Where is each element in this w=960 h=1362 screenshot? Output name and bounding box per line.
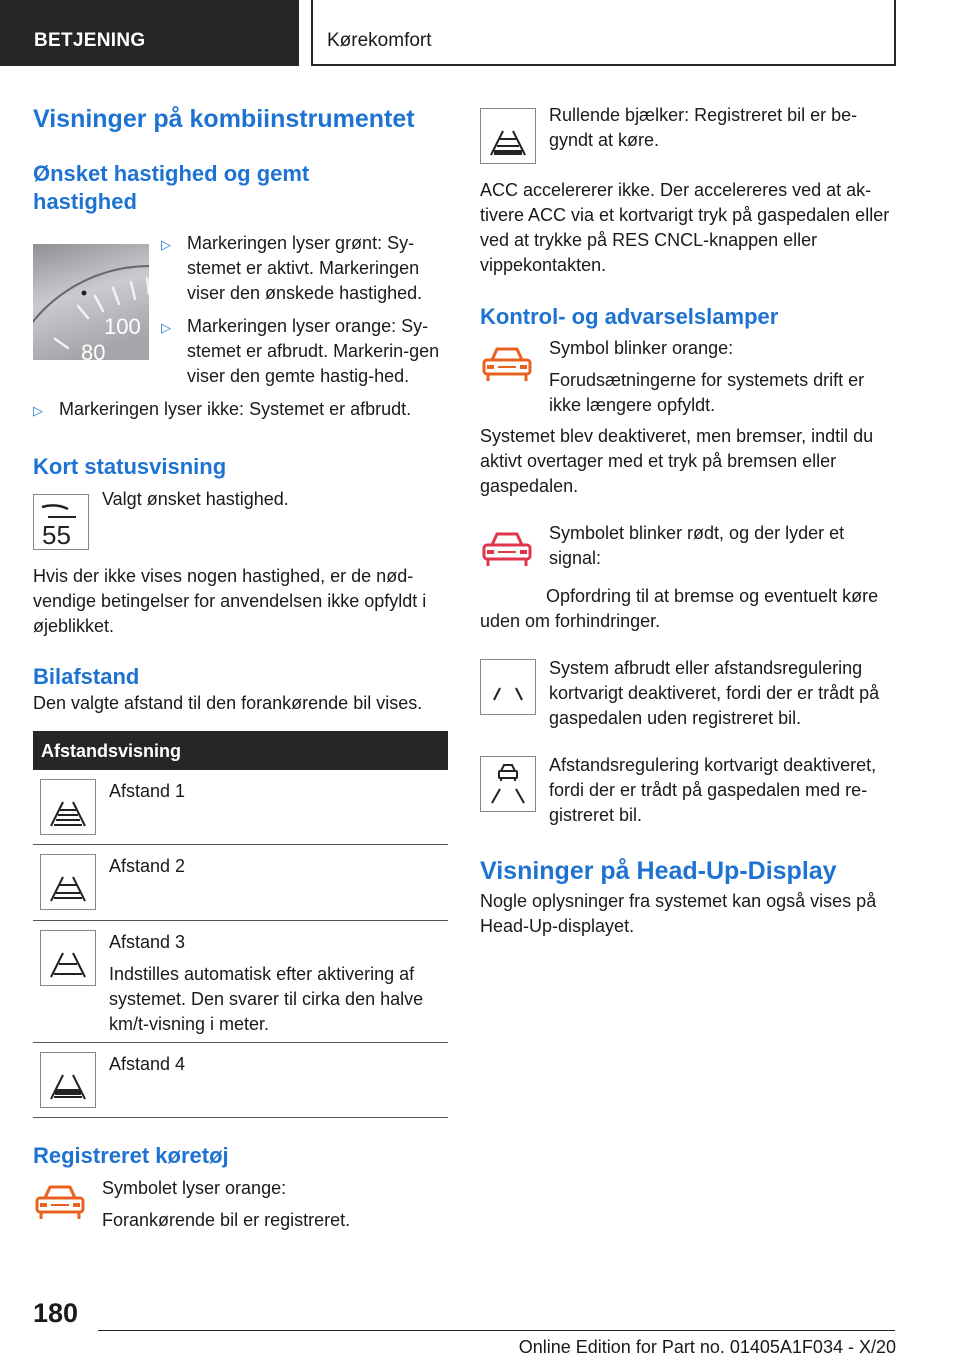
desired-speed-heading: Ønsket hastighed og gemt hastighed	[33, 161, 310, 214]
rolling-bars-icon	[480, 108, 536, 164]
interrupt-car-row	[480, 753, 895, 828]
distance-1-icon	[40, 779, 96, 835]
page-title: Visninger på kombiinstrumentet	[33, 105, 415, 133]
triangle-bullet-icon: ▷	[33, 403, 43, 418]
speed-number: 55	[42, 520, 71, 549]
orange-car-icon	[480, 336, 536, 392]
interrupted-lanes-icon	[480, 659, 536, 715]
registered-heading: Registreret køretøj	[33, 1143, 229, 1168]
speedo-label-80: 80	[81, 340, 106, 360]
red-car-icon	[480, 521, 536, 577]
speedometer-graphic	[33, 244, 149, 360]
rolling-bars-text: Rullende bjælker: Registreret bil er be-gyndt at køre.	[549, 105, 858, 150]
table-header: Afstandsvisning	[33, 731, 448, 770]
speedometer-block	[33, 231, 448, 389]
red-line1: Symbolet blinker rødt, og der lyder et signal:	[549, 523, 845, 568]
page-number: 180	[33, 1298, 79, 1328]
section-label: BETJENING	[0, 0, 299, 66]
status-icon-text: Valgt ønsket hastighed.	[102, 489, 289, 509]
speedometer-image	[33, 244, 149, 360]
left-column	[33, 100, 448, 1233]
acc-paragraph: ACC accelererer ikke. Der accelereres ved at ak-tivere ACC via et kortvarigt tryk på gaspedalen eller ved at trykke på RES CNCL-knappen eller vippekontakten.	[480, 180, 890, 275]
registered-line2: Forankørende bil er registreret.	[102, 1210, 351, 1230]
registered-line1: Symbolet lyser orange:	[102, 1178, 287, 1198]
hud-paragraph: Nogle oplysninger fra systemet kan også vises på Head-Up-displayet.	[480, 891, 877, 936]
distance-label: Afstand 2	[109, 856, 186, 876]
interrupted-lanes-car-icon	[480, 756, 536, 812]
status-icon-row	[33, 487, 448, 550]
table-row	[33, 845, 448, 921]
bullet-item	[161, 314, 448, 389]
edition-note: Online Edition for Part no. 01405A1F034 - X/20	[518, 1337, 896, 1357]
registered-icon-row	[33, 1176, 448, 1233]
distance-2-icon	[40, 854, 96, 910]
footer-divider	[98, 1330, 895, 1331]
distance-label: Afstand 1	[109, 781, 186, 801]
chapter-label: Kørekomfort	[311, 0, 896, 66]
bullet-text: Markeringen lyser ikke: Systemet er afbrudt.	[59, 399, 412, 419]
distance-heading: Bilafstand	[33, 664, 140, 689]
orange-paragraph: Systemet blev deaktiveret, men bremser, indtil du aktivt overtager med et tryk på bremsen eller gaspedalen.	[480, 426, 874, 496]
status-heading: Kort statusvisning	[33, 454, 227, 479]
distance-note: Indstilles automatisk efter aktivering af systemet. Den svarer til cirka den halve km/t-visning i meter.	[109, 964, 424, 1034]
warning-heading: Kontrol- og advarselslamper	[480, 304, 779, 329]
status-paragraph: Hvis der ikke vises nogen hastighed, er de nød-vendige betingelser for anvendelsen ikke opfyldt i øjeblikket.	[33, 566, 427, 636]
red-warning-row	[480, 521, 895, 577]
distance-4-icon	[40, 1052, 96, 1108]
table-row	[33, 1043, 448, 1118]
interrupt-text: System afbrudt eller afstandsregulering kortvarigt deaktiveret, fordi der er trådt på gaspedalen uden registreret bil.	[549, 658, 880, 728]
hud-heading: Visninger på Head-Up-Display	[480, 857, 837, 885]
orange-line2: Forudsætningerne for systemets drift er ikke længere opfyldt.	[549, 370, 865, 415]
bullet-item	[33, 397, 448, 423]
distance-label: Afstand 3	[109, 932, 186, 952]
distance-intro: Den valgte afstand til den forankørende bil vises.	[33, 693, 423, 713]
orange-line1: Symbol blinker orange:	[549, 338, 734, 358]
right-column	[480, 103, 895, 939]
bullet-text: Markeringen lyser grønt: Sy-stemet er aktivt. Markeringen viser den ønskede hastighed.	[187, 233, 423, 303]
orange-warning-row	[480, 336, 895, 418]
distance-table	[33, 731, 448, 1118]
interrupt-row	[480, 656, 895, 731]
rolling-bars-row	[480, 103, 895, 164]
red-line2: Opfordring til at bremse og eventuelt køre uden om forhindringer.	[480, 586, 879, 631]
interrupt-car-text: Afstandsregulering kortvarigt deaktiveret, fordi der er trådt på gaspedalen med re-gistreret bil.	[549, 755, 877, 825]
bullet-text: Markeringen lyser orange: Sy-stemet er afbrudt. Markerin-gen viser den gemte hastig-hed.	[187, 316, 440, 386]
distance-label: Afstand 4	[109, 1054, 186, 1074]
distance-3-icon	[40, 930, 96, 986]
table-row	[33, 921, 448, 1043]
speed-display-icon	[33, 494, 89, 550]
page-header	[0, 0, 960, 66]
speedo-label-100: 100	[104, 314, 141, 339]
triangle-bullet-icon: ▷	[161, 320, 171, 335]
table-row	[33, 770, 448, 845]
orange-car-icon	[33, 1176, 89, 1232]
bullet-item	[161, 231, 448, 306]
triangle-bullet-icon: ▷	[161, 237, 171, 252]
